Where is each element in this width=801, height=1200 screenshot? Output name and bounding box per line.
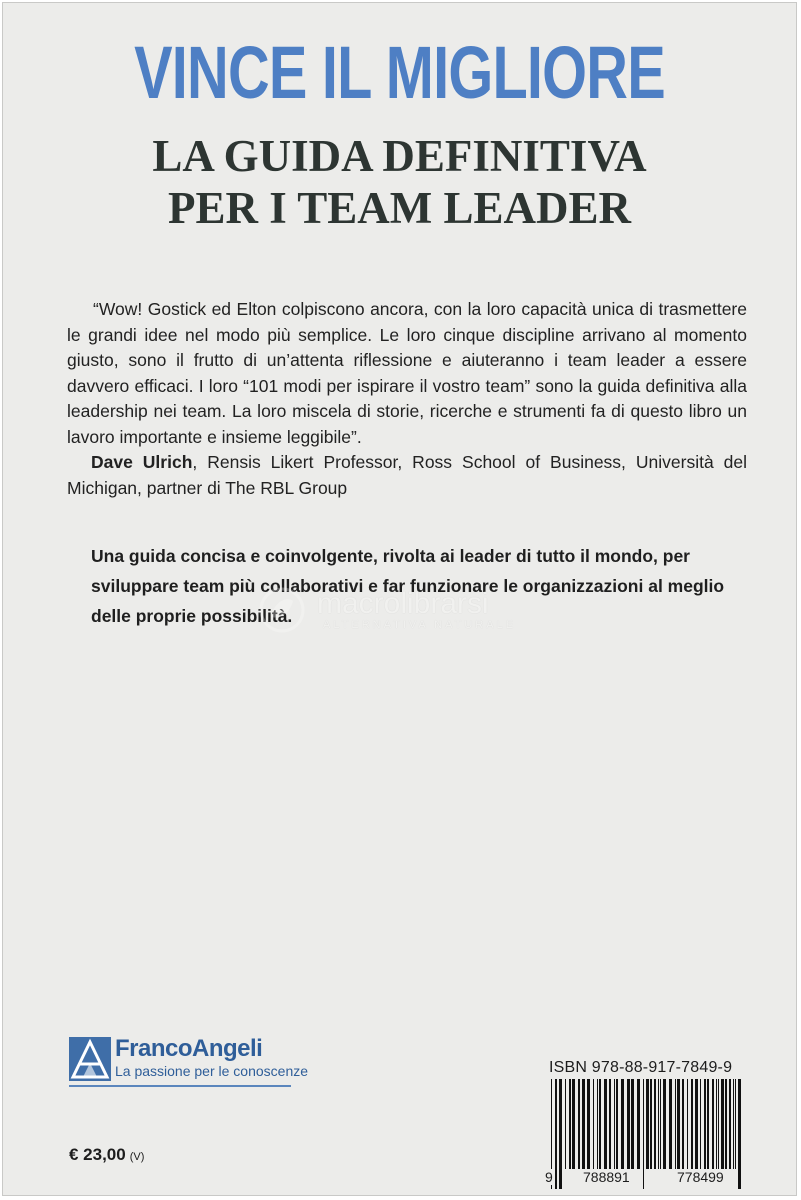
barcode-bar: [658, 1079, 659, 1169]
barcode-bar: [604, 1079, 607, 1169]
barcode-bar: [599, 1079, 601, 1169]
price-label: [69, 1145, 144, 1165]
barcode-bar: [687, 1079, 688, 1169]
barcode-digit-group2: 778499: [677, 1169, 724, 1185]
barcode-bar: [609, 1079, 611, 1169]
barcode-bar: [704, 1079, 706, 1169]
barcode-bar: [616, 1079, 618, 1169]
barcode-bar: [725, 1079, 727, 1169]
publisher-emblem-icon: [69, 1037, 111, 1081]
barcode-bar: [650, 1079, 652, 1169]
watermark-tagline: ALTERNATIVA NATURALE: [323, 619, 517, 631]
barcode-bar: [587, 1079, 590, 1169]
endorsement-quote: [67, 297, 747, 501]
barcode-bar: [729, 1079, 731, 1169]
barcode-bar: [559, 1079, 562, 1189]
isbn-label: ISBN 978-88-917-7849-9: [549, 1059, 733, 1076]
barcode-bar: [669, 1079, 672, 1169]
barcode-bar: [721, 1079, 724, 1169]
publisher-logo-block: [69, 1035, 309, 1091]
barcode-bar: [682, 1079, 684, 1169]
barcode-bar: [627, 1079, 630, 1169]
barcode-digit-group1: 788891: [583, 1169, 630, 1185]
barcode-bar: [646, 1079, 649, 1169]
barcode-bar: [643, 1079, 644, 1189]
barcode-bar: [700, 1079, 701, 1169]
quote-author-role: , Rensis Likert Professor, Ross School of Business, Università del Michigan, partner di The RBL Group: [67, 452, 747, 498]
quote-text: “Wow! Gostick ed Elton colpiscono ancora, con la loro capacità unica di trasmettere le grandi idee nel modo più semplice. Le loro cinque discipline arrivano al momento giusto, sono il frutto di un’attenta riflessione e aiuteranno i team leader a essere davvero efficaci. I loro “101 modi per ispirare il vostro team” sono la guida definitiva alla leadership nei team. La loro miscela di storie, ricerche e strumenti fa di questo libro un lavoro importante e insieme leggibile”.: [67, 299, 747, 447]
book-title: VINCE IL MIGLIORE: [134, 31, 665, 114]
barcode-bar: [621, 1079, 624, 1169]
barcode-bar: [677, 1079, 680, 1169]
barcode-bar: [597, 1079, 598, 1169]
publisher-tagline: La passione per le conoscenze: [115, 1063, 309, 1079]
quote-author-name: Dave Ulrich: [91, 452, 193, 472]
price-amount: € 23,00: [69, 1145, 126, 1164]
barcode-bar: [614, 1079, 615, 1169]
barcode-bar: [735, 1079, 736, 1169]
barcode-bar: [660, 1079, 661, 1169]
barcode-bar: [718, 1079, 719, 1169]
barcode-bar: [555, 1079, 557, 1189]
barcode-bar: [572, 1079, 575, 1169]
barcode-bar: [569, 1079, 571, 1169]
barcode-bar: [654, 1079, 656, 1169]
barcode-bar: [738, 1079, 741, 1189]
book-back-cover: [2, 2, 797, 1196]
quote-attribution: [67, 450, 747, 501]
barcode-bar: [707, 1079, 709, 1169]
book-subtitle-line1: LA GUIDA DEFINITIVA: [152, 131, 647, 181]
price-vat-suffix: (V): [129, 1151, 145, 1163]
publisher-name: FrancoAngeli: [115, 1035, 263, 1062]
book-subtitle-line2: PER I TEAM LEADER: [168, 183, 631, 233]
barcode-bar: [675, 1079, 676, 1169]
barcode-bar: [733, 1079, 734, 1169]
barcode-bar: [637, 1079, 640, 1169]
barcode-bar: [716, 1079, 717, 1169]
barcode-bar: [582, 1079, 585, 1169]
barcode-digit-first: 9: [545, 1169, 553, 1185]
barcode-bar: [593, 1079, 594, 1169]
barcode-bar: [695, 1079, 698, 1169]
publisher-underline: [69, 1085, 291, 1087]
barcode-bar: [631, 1079, 634, 1169]
book-blurb: Una guida concisa e coinvolgente, rivolta ai leader di tutto il mondo, per sviluppare team più collaborativi e far funzionare le organizzazioni al meglio delle proprie possibilità.: [91, 546, 725, 626]
barcode-bar: [663, 1079, 666, 1169]
barcode-bar: [578, 1079, 580, 1169]
barcode-bar: [691, 1079, 693, 1169]
barcode-bar: [565, 1079, 566, 1169]
watermark-name: macrolibrarsi: [317, 587, 489, 620]
barcode-bar: [712, 1079, 714, 1169]
